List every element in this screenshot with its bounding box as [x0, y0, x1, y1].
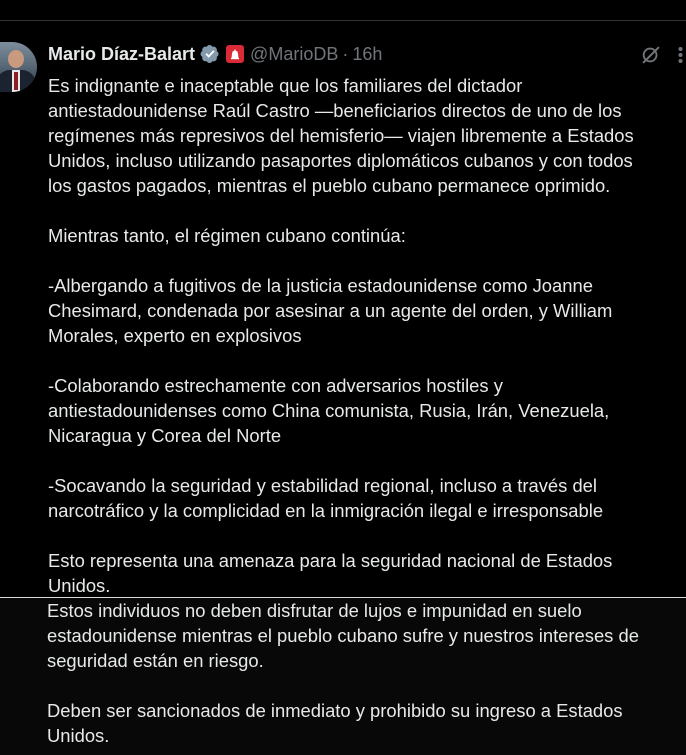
tweet-text-continued: [47, 598, 683, 748]
tweet-paragraph: Es indignante e inaceptable que los familiares del dictador antiestadounidense Raúl Castro —beneficiarios directos de uno de los regímenes más represivos del hemisferio— viajen libremente a Estados Unidos, incluso utilizando pasaportes diplomáticos cubanos y con todos los gastos pagados, mientras el pueblo cubano permanece oprimido.: [48, 75, 634, 196]
tweet-text-continued-section: [0, 597, 686, 755]
verified-badge-icon[interactable]: [200, 44, 220, 64]
tweet-paragraph: -Colaborando estrechamente con adversarios hostiles y antiestadounidenses como China comunista, Rusia, Irán, Venezuela, Nicaragua y Corea del Norte: [48, 375, 610, 446]
more-dots-icon: [678, 46, 683, 64]
tweet-header: [48, 41, 382, 67]
tweet-paragraph: Mientras tanto, el régimen cubano continúa:: [48, 225, 406, 246]
tweet-paragraph: Esto representa una amenaza para la seguridad nacional de Estados Unidos.: [48, 550, 613, 596]
tweet-timestamp[interactable]: 16h: [352, 43, 383, 64]
avatar-face: [8, 50, 24, 68]
tweet-text: [48, 73, 680, 598]
congress-affiliation-icon[interactable]: [226, 45, 244, 63]
avatar[interactable]: [0, 42, 37, 92]
header-separator: ·: [342, 43, 349, 64]
grok-icon[interactable]: [640, 44, 662, 66]
more-options-icon[interactable]: [674, 42, 686, 68]
tweet-paragraph: Deben ser sancionados de inmediato y prohibido su ingreso a Estados Unidos.: [47, 700, 623, 746]
avatar-tie: [14, 72, 18, 90]
author-handle[interactable]: @MarioDB: [250, 43, 339, 64]
tweet-paragraph: Estos individuos no deben disfrutar de lujos e impunidad en suelo estadounidense mientras el pueblo cubano sufre y nuestros intereses de seguridad están en riesgo.: [47, 600, 639, 671]
top-divider: [0, 20, 686, 21]
author-name[interactable]: Mario Díaz-Balart: [48, 43, 196, 64]
congress-dome-icon: [229, 48, 241, 60]
tweet-paragraph: -Socavando la seguridad y estabilidad regional, incluso a través del narcotráfico y la complicidad en la inmigración ilegal e irresponsable: [48, 475, 604, 521]
tweet-paragraph: -Albergando a fugitivos de la justicia estadounidense como Joanne Chesimard, condenada por asesinar a un agente del orden, y William Morales, experto en explosivos: [48, 275, 613, 346]
